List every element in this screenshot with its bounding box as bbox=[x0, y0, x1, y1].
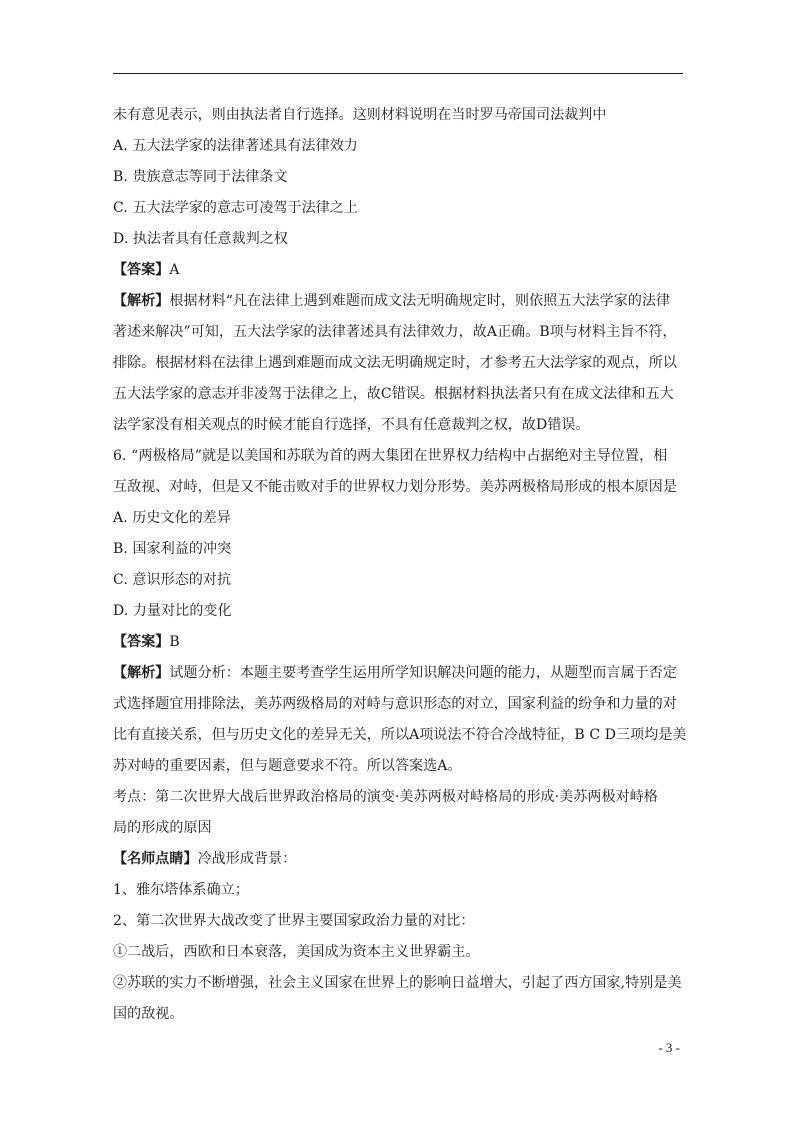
q6-tips-line-3: ①二战后，西欧和日本衰落，美国成为资本主义世界霸主。 bbox=[113, 944, 480, 960]
q6-stem-line-1: 6. “两极格局”就是以美国和苏联为首的两大集团在世界权力结构中占据绝对主导位置，相 bbox=[113, 448, 668, 464]
q6-option-c: C. 意识形态的对抗 bbox=[113, 572, 232, 588]
q6-answer-label: 【答案】 bbox=[113, 634, 170, 650]
q6-kaodian-line-2: 局的形成的原因 bbox=[113, 820, 212, 836]
q6-option-b: B. 国家利益的冲突 bbox=[113, 541, 232, 557]
q6-answer bbox=[113, 627, 685, 658]
q6-analysis-line-2: 式选择题宜用排除法，美苏两级格局的对峙与意识形态的对立，国家利益的纷争和力量的对 bbox=[113, 696, 677, 712]
q6-option-a: A. 历史文化的差异 bbox=[113, 510, 232, 526]
q6-option-d: D. 力量对比的变化 bbox=[113, 603, 232, 619]
q5-analysis-line-3: 排除。根据材料在法律上遇到难题而成文法无明确规定时，才参考五大法学家的观点，所以 bbox=[113, 355, 677, 371]
q6-tips-line-5: 国的敌视。 bbox=[113, 1006, 184, 1022]
q5-answer-value: A bbox=[169, 262, 180, 278]
q6-tips-label: 【名师点睛】 bbox=[113, 851, 198, 867]
q5-option-a: A. 五大法学家的法律著述具有法律效力 bbox=[113, 138, 358, 154]
q6-tips-line-4: ②苏联的实力不断增强，社会主义国家在世界上的影响日益增大，引起了西方国家,特别是美 bbox=[113, 975, 682, 991]
q6-tips-title: 冷战形成背景： bbox=[197, 851, 297, 867]
q5-analysis-line-5: 法学家没有相关观点的时候才能自行选择，不具有任意裁判之权，故D错误。 bbox=[113, 417, 590, 433]
q5-analysis-line-4: 五大法学家的意志并非凌驾于法律之上，故C错误。根据材料执法者只有在成文法律和五大 bbox=[113, 386, 674, 402]
q5-analysis-label: 【解析】 bbox=[113, 293, 170, 309]
q6-stem-line-2: 互敌视、对峙，但是又不能击败对手的世界权力划分形势。美苏两极格局形成的根本原因是 bbox=[113, 479, 677, 495]
q6-analysis-line-4: 苏对峙的重要因素，但与题意要求不符。所以答案选A。 bbox=[113, 758, 462, 774]
page-number: - 3 - bbox=[658, 1040, 680, 1055]
q6-tips-heading bbox=[113, 844, 685, 875]
q5-answer bbox=[113, 255, 685, 286]
q6-analysis-text-1: 试题分析：本题主要考查学生运用所学知识解决问题的能力，从题型而言属于否定 bbox=[169, 665, 678, 681]
q5-option-d: D. 执法者具有任意裁判之权 bbox=[113, 231, 289, 247]
q6-analysis-line-3: 比有直接关系，但与历史文化的差异无关，所以A项说法不符合冷战特征，B C D三项均是美 bbox=[113, 727, 687, 743]
q5-option-b: B. 贵族意志等同于法律条文 bbox=[113, 169, 288, 185]
q5-analysis-line-1 bbox=[113, 286, 685, 317]
q6-analysis-label: 【解析】 bbox=[113, 665, 170, 681]
q5-answer-label: 【答案】 bbox=[113, 262, 170, 278]
q5-option-c: C. 五大法学家的意志可凌驾于法律之上 bbox=[113, 200, 359, 216]
q6-tips-line-1: 1、雅尔塔体系确立； bbox=[113, 882, 249, 898]
q6-analysis-line-1 bbox=[113, 658, 685, 689]
document-body bbox=[113, 100, 685, 1030]
header-rule bbox=[113, 73, 683, 74]
q5-stem-tail: 未有意见表示，则由执法者自行选择。这则材料说明在当时罗马帝国司法裁判中 bbox=[113, 107, 607, 123]
q6-answer-value: B bbox=[169, 634, 180, 650]
q5-analysis-text-1: 根据材料“凡在法律上遇到难题而成文法无明确规定时，则依照五大法学家的法律 bbox=[169, 293, 671, 309]
q6-tips-line-2: 2、第二次世界大战改变了世界主要国家政治力量的对比： bbox=[113, 913, 475, 929]
q5-analysis-line-2: 著述来解决”可知，五大法学家的法律著述具有法律效力，故A正确。B项与材料主旨不符， bbox=[113, 324, 677, 340]
q6-kaodian-line-1: 考点：第二次世界大战后世界政治格局的演变·美苏两极对峙格局的形成·美苏两极对峙格 bbox=[113, 789, 658, 805]
